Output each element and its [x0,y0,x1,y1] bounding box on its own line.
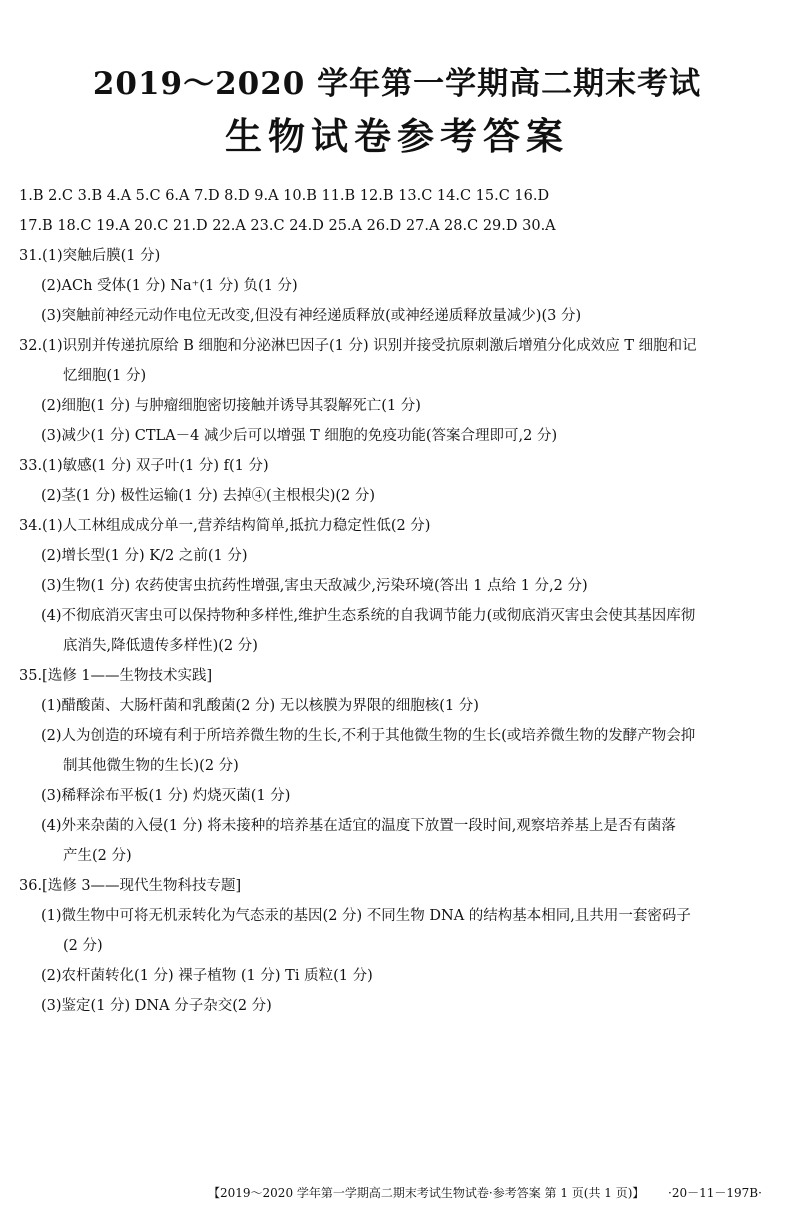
answer-line: (2 分) [63,938,103,954]
answer-line: 31.(1)突触后膜(1 分) [19,248,161,264]
answer-line: 忆细胞(1 分) [63,368,147,384]
answer-line: 底消失,降低遗传多样性)(2 分) [63,638,258,654]
answer-line: (2)细胞(1 分) 与肿瘤细胞密切接触并诱导其裂解死亡(1 分) [41,398,421,414]
answer-line: (2)人为创造的环境有利于所培养微生物的生长,不利于其他微生物的生长(或培养微生物的发酵产物会抑 [41,728,696,744]
document-title: 2019～2020 学年第一学期高二期末考试 [92,66,702,102]
answer-line: 34.(1)人工林组成成分单一,营养结构简单,抵抗力稳定性低(2 分) [19,518,431,534]
answer-line: (4)外来杂菌的入侵(1 分) 将未接种的培养基在适宜的温度下放置一段时间,观察培养基上是否有菌落 [41,818,676,834]
answer-line: (4)不彻底消灭害虫可以保持物种多样性,维护生态系统的自我调节能力(或彻底消灭害虫会使其基因库彻 [41,608,696,624]
answer-line: 制其他微生物的生长)(2 分) [63,758,239,774]
answer-line: 32.(1)识别并传递抗原给 B 细胞和分泌淋巴因子(1 分) 识别并接受抗原刺激后增殖分化成效应 T 细胞和记 [19,338,697,354]
answer-line: (1)醋酸菌、大肠杆菌和乳酸菌(2 分) 无以核膜为界限的细胞核(1 分) [41,698,479,714]
answer-line: (3)突触前神经元动作电位无改变,但没有神经递质释放(或神经递质释放量减少)(3 分) [41,308,582,324]
document-subtitle: 生物试卷参考答案 [225,115,569,158]
answer-line: (2)ACh 受体(1 分) Na⁺(1 分) 负(1 分) [41,278,298,294]
answer-line: 36.[选修 3——现代生物科技专题] [19,878,242,894]
answer-line: (2)增长型(1 分) K/2 之前(1 分) [41,548,248,564]
answer-line: 1.B 2.C 3.B 4.A 5.C 6.A 7.D 8.D 9.A 10.B 11.B 12.B 13.C 14.C 15.C 16.D [19,188,550,204]
footer-code: ·20－11－197B· [668,1186,762,1200]
footer-page-info: 【2019～2020 学年第一学期高二期末考试生物试卷·参考答案 第 1 页(共 1 页)】 [208,1186,645,1200]
answer-line: (3)减少(1 分) CTLA－4 减少后可以增强 T 细胞的免疫功能(答案合理即可,2 分) [41,428,558,444]
answer-line: (2)农杆菌转化(1 分) 裸子植物 (1 分) Ti 质粒(1 分) [41,968,373,984]
answer-line: (3)鉴定(1 分) DNA 分子杂交(2 分) [41,998,272,1014]
answer-line: 17.B 18.C 19.A 20.C 21.D 22.A 23.C 24.D 25.A 26.D 27.A 28.C 29.D 30.A [19,218,556,234]
answer-line: 35.[选修 1——生物技术实践] [19,668,213,684]
answer-line: (3)生物(1 分) 农药使害虫抗药性增强,害虫天敌减少,污染环境(答出 1 点给 1 分,2 分) [41,578,588,594]
answer-line: 33.(1)敏感(1 分) 双子叶(1 分) f(1 分) [19,458,269,474]
answer-line: (2)茎(1 分) 极性运输(1 分) 去掉④(主根根尖)(2 分) [41,488,376,504]
answer-line: 产生(2 分) [63,848,132,864]
answer-line: (1)微生物中可将无机汞转化为气态汞的基因(2 分) 不同生物 DNA 的结构基本相同,且共用一套密码子 [41,908,691,924]
answer-line: (3)稀释涂布平板(1 分) 灼烧灭菌(1 分) [41,788,291,804]
